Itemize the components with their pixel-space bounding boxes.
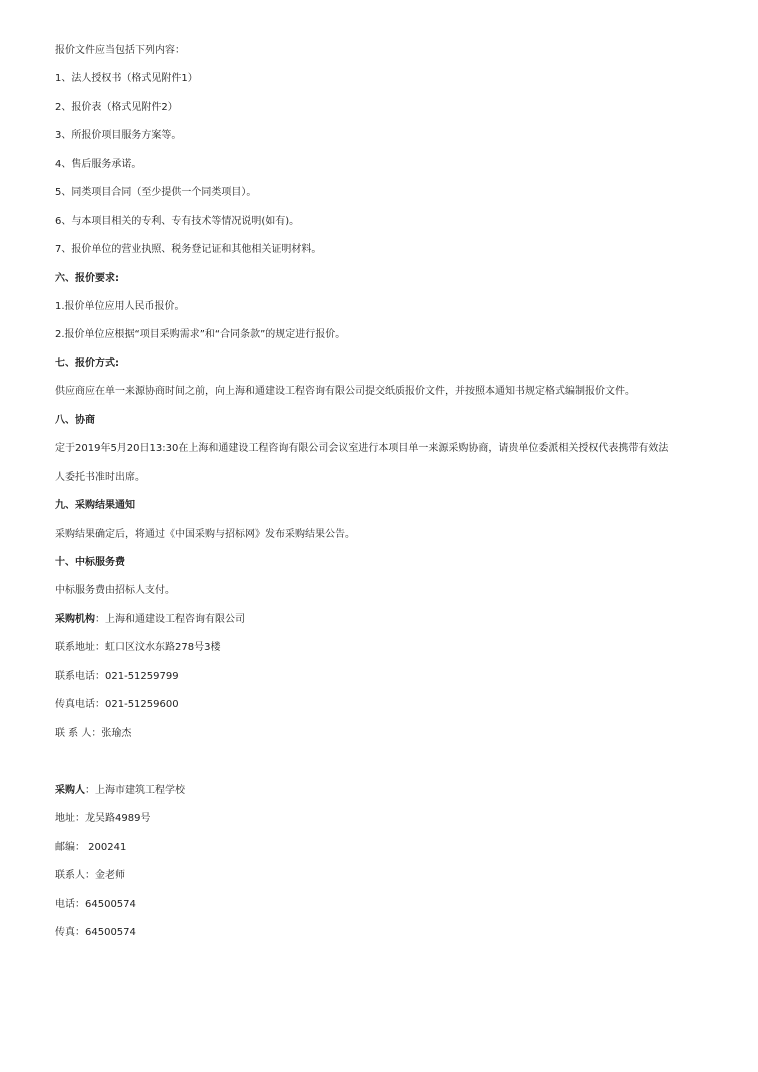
- agency-fax: 传真电话：021-51259600: [55, 699, 179, 710]
- section-8-heading: 八、协商: [55, 415, 95, 426]
- purchaser-phone: 电话：64500574: [55, 899, 136, 910]
- section-10-heading: 十、中标服务费: [55, 557, 125, 568]
- section-6-paragraph: 2.报价单位应根据“项目采购需求”和“合同条款”的规定进行报价。: [55, 329, 346, 340]
- section-10-paragraph: 中标服务费由招标人支付。: [55, 585, 175, 596]
- section-9-paragraph: 采购结果确定后，将通过《中国采购与招标网》发布采购结果公告。: [55, 529, 355, 540]
- agency-value: ：上海和通建设工程咨询有限公司: [95, 614, 245, 625]
- agency-address: 联系地址：虹口区汶水东路278号3楼: [55, 642, 221, 653]
- purchaser-address: 地址：龙吴路4989号: [55, 813, 151, 824]
- intro-text: 报价文件应当包括下列内容：: [55, 45, 185, 56]
- list-item: 4、售后服务承诺。: [55, 159, 142, 170]
- purchaser-line: [55, 784, 185, 798]
- purchaser-postcode: 邮编： 200241: [55, 842, 127, 853]
- agency-label: 采购机构: [55, 614, 95, 625]
- agency-line: [55, 613, 245, 627]
- list-item: 6、与本项目相关的专利、专有技术等情况说明(如有)。: [55, 216, 300, 227]
- list-item: 2、报价表（格式见附件2）: [55, 102, 178, 113]
- list-item: 7、报价单位的营业执照、税务登记证和其他相关证明材料。: [55, 244, 322, 255]
- section-6-paragraph: 1.报价单位应用人民币报价。: [55, 301, 185, 312]
- purchaser-label: 采购人: [55, 785, 85, 796]
- section-8-paragraph-line1: 定于2019年5月20日13:30在上海和通建设工程咨询有限公司会议室进行本项目单一来源采购协商，请贵单位委派相关授权代表携带有效法: [55, 443, 669, 454]
- agency-phone: 联系电话：021-51259799: [55, 671, 179, 682]
- list-item: 5、同类项目合同（至少提供一个同类项目）。: [55, 187, 257, 198]
- section-6-heading: 六、报价要求:: [55, 273, 119, 284]
- agency-contact: 联 系 人：张瑜杰: [55, 728, 132, 739]
- section-7-paragraph: 供应商应在单一来源协商时间之前，向上海和通建设工程咨询有限公司提交纸质报价文件，并按照本通知书规定格式编制报价文件。: [55, 386, 635, 397]
- purchaser-contact: 联系人：金老师: [55, 870, 125, 881]
- list-item: 1、法人授权书（格式见附件1）: [55, 73, 198, 84]
- list-item: 3、所报价项目服务方案等。: [55, 130, 182, 141]
- section-8-paragraph-line2: 人委托书准时出席。: [55, 472, 145, 483]
- section-7-heading: 七、报价方式:: [55, 358, 119, 369]
- section-9-heading: 九、采购结果通知: [55, 500, 135, 511]
- purchaser-value: ：上海市建筑工程学校: [85, 785, 185, 796]
- purchaser-fax: 传真：64500574: [55, 927, 136, 938]
